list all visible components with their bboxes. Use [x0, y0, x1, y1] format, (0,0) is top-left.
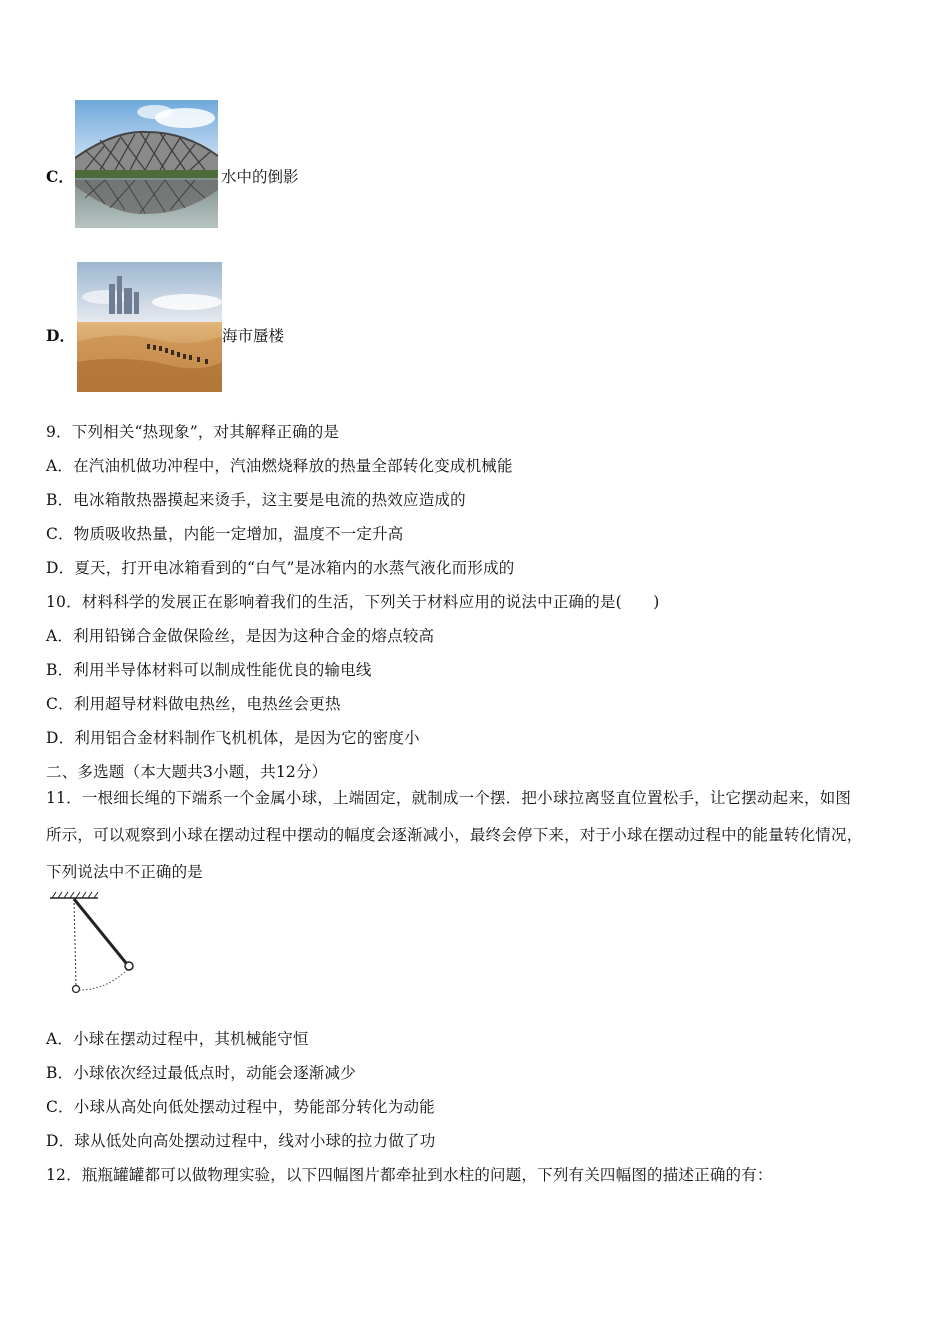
q9-stem: 9．下列相关“热现象”，对其解释正确的是 — [46, 423, 340, 441]
q10-option-a: A．利用铅锑合金做保险丝，是因为这种合金的熔点较高 — [46, 627, 435, 645]
q9-option-a: A．在汽油机做功冲程中，汽油燃烧释放的热量全部转化变成机械能 — [46, 457, 513, 475]
q10-option-c: C．利用超导材料做电热丝，电热丝会更热 — [46, 695, 341, 713]
q10-option-d: D．利用铝合金材料制作飞机机体，是因为它的密度小 — [46, 729, 420, 747]
q9-option-d: D．夏天，打开电冰箱看到的“白气”是冰箱内的水蒸气液化而形成的 — [46, 559, 515, 577]
option-c-caption: 水中的倒影 — [221, 168, 299, 186]
desert-mirage-image — [77, 262, 222, 392]
q11-stem-line1: 11．一根细长绳的下端系一个金属小球，上端固定，就制成一个摆．把小球拉离竖直位置松手，让它摆动起来，如图 — [46, 789, 852, 807]
q12-stem: 12．瓶瓶罐罐都可以做物理实验，以下四幅图片都牵扯到水柱的问题，下列有关四幅图的描述正确的有： — [46, 1166, 773, 1184]
q10-option-b: B．利用半导体材料可以制成性能优良的输电线 — [46, 661, 372, 679]
option-d-label: D． — [46, 326, 75, 345]
pendulum-diagram — [46, 890, 146, 998]
q11-stem-line3: 下列说法中不正确的是 — [46, 863, 204, 881]
q11-option-a: A．小球在摆动过程中，其机械能守恒 — [46, 1030, 309, 1048]
q11-option-c: C．小球从高处向低处摆动过程中，势能部分转化为动能 — [46, 1098, 435, 1116]
stadium-reflection-image — [75, 100, 218, 228]
option-c-label: C． — [46, 167, 74, 186]
q9-option-c: C．物质吸收热量，内能一定增加，温度不一定升高 — [46, 525, 404, 543]
section-heading: 二、多选题（本大题共3小题，共12分） — [46, 763, 328, 781]
q11-option-b: B．小球依次经过最低点时，动能会逐渐减少 — [46, 1064, 356, 1082]
q10-stem: 10．材料科学的发展正在影响着我们的生活，下列关于材料应用的说法中正确的是( ) — [46, 593, 660, 611]
q11-option-d: D．球从低处向高处摆动过程中，线对小球的拉力做了功 — [46, 1132, 436, 1150]
option-d-caption: 海市蜃楼 — [222, 327, 285, 345]
q11-stem-line2: 所示，可以观察到小球在摆动过程中摆动的幅度会逐渐减小，最终会停下来，对于小球在摆动过程中的能量转化情况， — [46, 826, 863, 844]
q9-option-b: B．电冰箱散热器摸起来烫手，这主要是电流的热效应造成的 — [46, 491, 466, 509]
